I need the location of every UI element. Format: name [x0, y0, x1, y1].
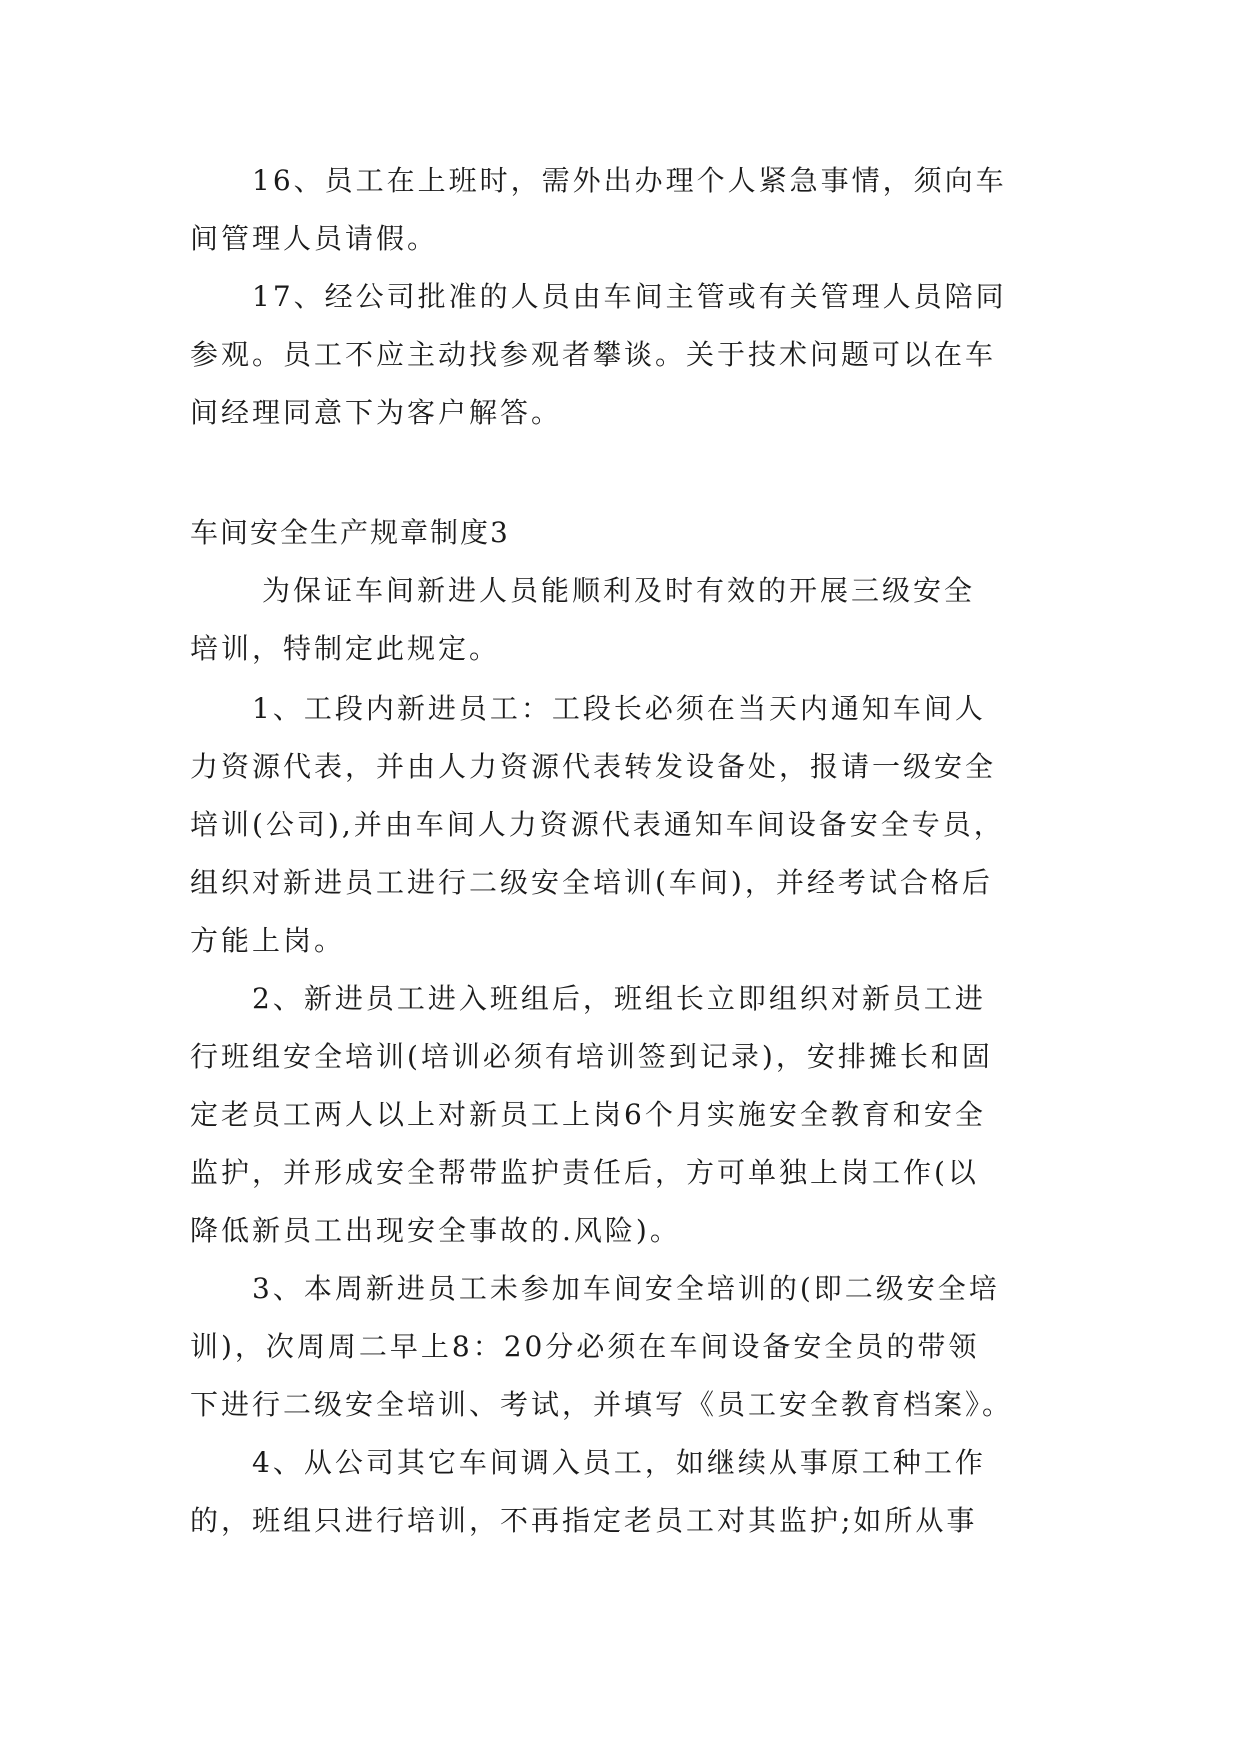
paragraph-line: 组织对新进员工进行二级安全培训(车间)，并经考试合格后: [190, 866, 993, 899]
paragraph-line: 培训(公司),并由车间人力资源代表通知车间设备安全专员，: [190, 808, 1005, 841]
paragraph-line: 培训，特制定此规定。: [190, 632, 501, 665]
section-heading-text: 车间安全生产规章制度3: [190, 516, 510, 549]
paragraph-line: 降低新员工出现安全事故的.风险)。: [190, 1214, 681, 1247]
paragraph-line: 监护，并形成安全帮带监护责任后，方可单独上岗工作(以: [190, 1156, 979, 1189]
paragraph-line: 4、从公司其它车间调入员工，如继续从事原工种工作: [252, 1446, 986, 1479]
paragraph-line: 定老员工两人以上对新员工上岗6个月实施安全教育和安全: [190, 1098, 986, 1131]
item-2: [190, 970, 1050, 1260]
paragraph-line: 方能上岗。: [190, 924, 346, 957]
paragraph-16: [190, 152, 1050, 268]
paragraph-line: 2、新进员工进入班组后，班组长立即组织对新员工进: [252, 982, 986, 1015]
paragraph-line: 下进行二级安全培训、考试，并填写《员工安全教育档案》。: [190, 1388, 1014, 1421]
item-4: [190, 1434, 1050, 1550]
section-heading: [190, 504, 1050, 562]
paragraph-line: 力资源代表，并由人力资源代表转发设备处，报请一级安全: [190, 750, 997, 783]
item-1: [190, 680, 1050, 970]
paragraph-line: 间经理同意下为客户解答。: [190, 396, 563, 429]
paragraph-line: 17、经公司批准的人员由车间主管或有关管理人员陪同: [252, 280, 1007, 313]
paragraph-17: [190, 268, 1050, 442]
item-3: [190, 1260, 1050, 1434]
paragraph-line: 3、本周新进员工未参加车间安全培训的(即二级安全培: [252, 1272, 1000, 1305]
paragraph-line: 间管理人员请假。: [190, 222, 439, 255]
paragraph-line: 行班组安全培训(培训必须有培训签到记录)，安排摊长和固: [190, 1040, 993, 1073]
intro-paragraph: [190, 562, 1050, 678]
paragraph-line: 的，班组只进行培训，不再指定老员工对其监护;如所从事: [190, 1504, 978, 1537]
paragraph-line: 训)，次周周二早上8：20分必须在车间设备安全员的带领: [190, 1330, 980, 1363]
paragraph-line: 参观。员工不应主动找参观者攀谈。关于技术问题可以在车: [190, 338, 997, 371]
paragraph-line: 16、员工在上班时，需外出办理个人紧急事情，须向车: [252, 164, 1007, 197]
paragraph-line: 1、工段内新进员工：工段长必须在当天内通知车间人: [252, 692, 986, 725]
paragraph-line: 为保证车间新进人员能顺利及时有效的开展三级安全: [262, 574, 976, 607]
